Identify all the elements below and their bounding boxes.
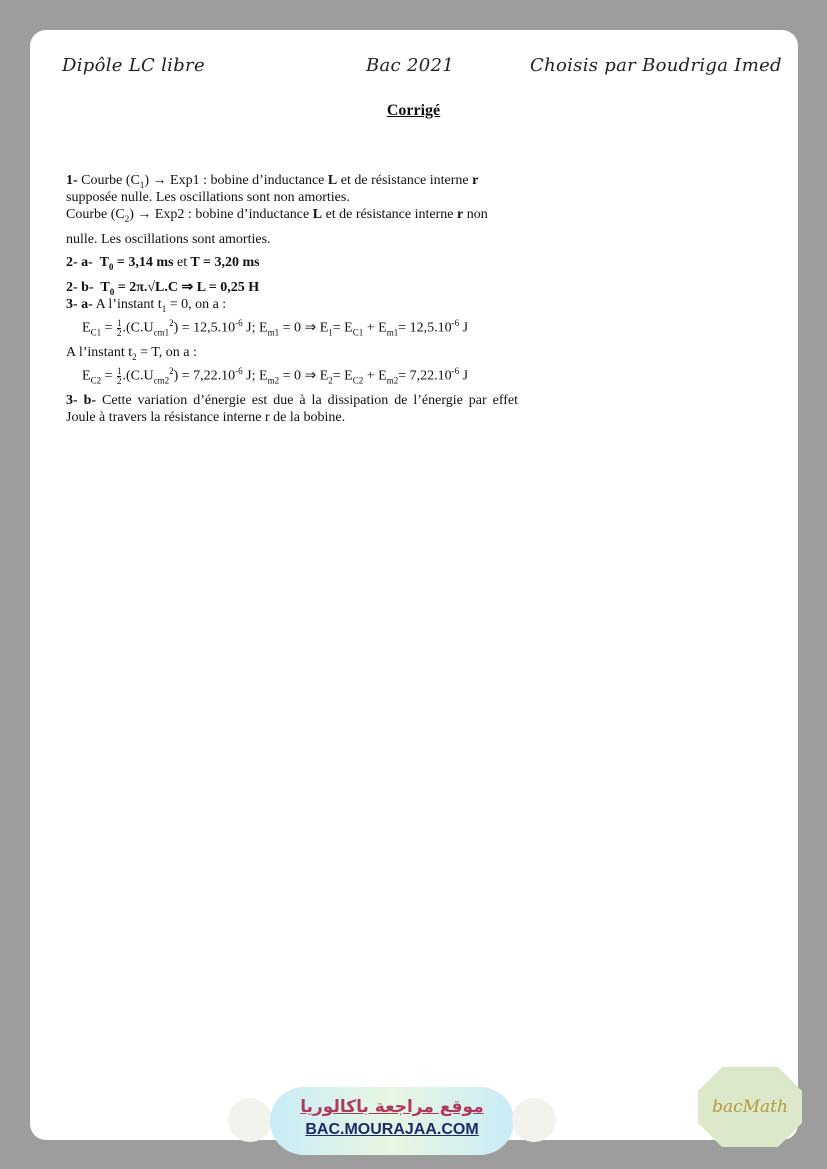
bacmath-logo-text: bacMath bbox=[712, 1097, 788, 1117]
header-center: Bac 2021 bbox=[366, 55, 454, 76]
q3a-energy2: $E_{C2}$ = $\frac{1}{2}$ $.(C.U_{cm2}^2) = 7,22.10^{-6}$ J; $E_{m2} = 0$ ⇒ $E_2= E_{C2} + E_{m2}= 7,22.10^{-6}$ J bbox=[82, 366, 469, 386]
q1-line4: nulle. Les oscillations sont amorties. bbox=[66, 232, 271, 247]
q1-line2: supposée nulle. Les oscillations sont non amorties. bbox=[66, 190, 350, 205]
site-logo-right bbox=[512, 1098, 556, 1142]
answer-content bbox=[66, 172, 518, 426]
page-title: Corrigé bbox=[386, 102, 441, 119]
q2b-line: 2- b- $T_0 = 2\pi.√L.C$ ⇒ L = 0,25 H bbox=[66, 280, 260, 297]
header-right: Choisis par Boudriga Imed bbox=[530, 55, 782, 76]
q3b-paragraph: 3- b- Cette variation d’énergie est due à la dissipation de l’énergie par effet Joule à travers la résistance interne r de la bobine. bbox=[66, 393, 518, 425]
one-half-fraction: $\frac{1}{2}$ bbox=[116, 366, 122, 386]
bacmath-badge bbox=[698, 1067, 802, 1147]
footer-arabic-text: موقع مراجعة باكالوريا bbox=[300, 1097, 484, 1117]
site-banner-link[interactable] bbox=[270, 1087, 514, 1155]
footer-url: BAC.MOURAJAA.COM bbox=[305, 1121, 479, 1138]
q1-line1: 1- Courbe $(C_1) \to Exp1$ : bobine d’inductance L et de résistance interne r bbox=[66, 173, 479, 190]
q3a-energy1: $E_{C1}$ = $\frac{1}{2}$ $.(C.U_{cm1}^2) = 12,5.10^{-6}$ J; $E_{m1} = 0$ ⇒ $E_1= E_{C1} + E_{m1}= 12,5.10^{-6}$ J bbox=[82, 318, 469, 338]
q3a-intro2: A l’instant $t_2 = T$, on a : bbox=[66, 345, 197, 362]
q2a-line: 2- a- $T_0 = 3,14$ ms et T = 3,20 ms bbox=[66, 255, 260, 272]
site-logo-left bbox=[228, 1098, 272, 1142]
q3a-intro1: 3- a- A l’instant $t_1 = 0$, on a : bbox=[66, 297, 227, 314]
q1-line3: Courbe $(C_2) \to Exp2$ : bobine d’inductance L et de résistance interne r non bbox=[66, 207, 488, 224]
header-left: Dipôle LC libre bbox=[62, 55, 205, 76]
one-half-fraction: $\frac{1}{2}$ bbox=[116, 318, 122, 338]
